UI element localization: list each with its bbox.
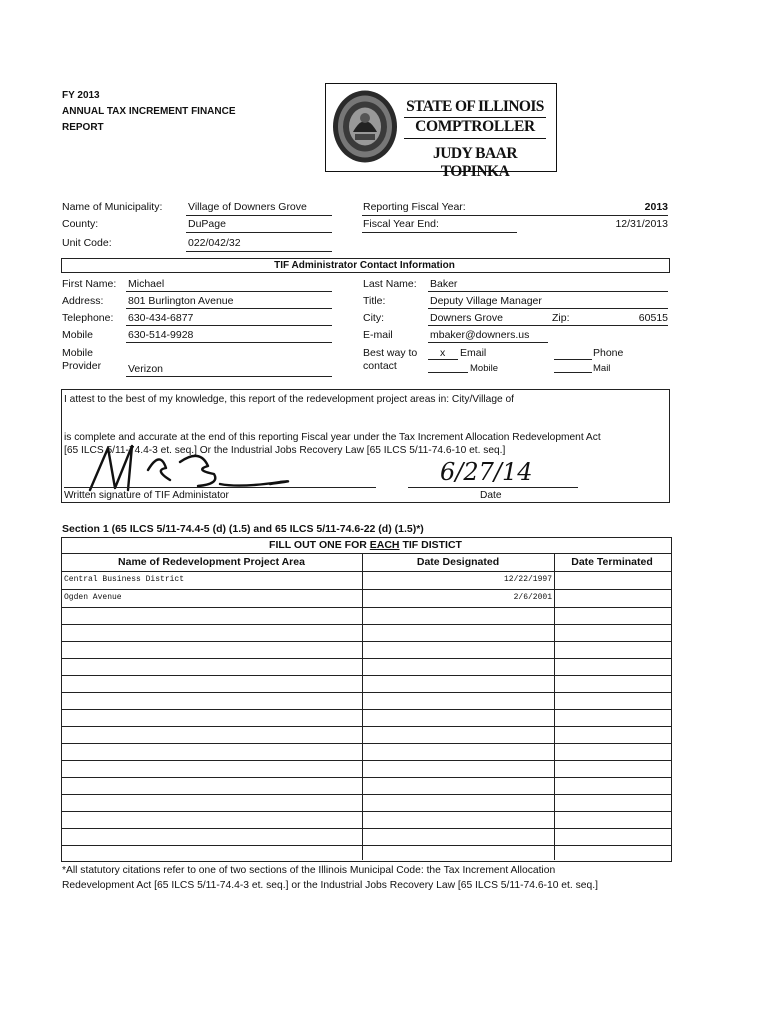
underline xyxy=(186,251,332,252)
option-blank xyxy=(428,372,468,373)
mobile-option-label: Mobile xyxy=(470,363,498,374)
municipality-label: Name of Municipality: xyxy=(62,201,163,213)
underline xyxy=(186,232,332,233)
table-row xyxy=(61,845,671,846)
unit-code-value: 022/042/32 xyxy=(188,237,241,249)
underline xyxy=(428,325,668,326)
underline xyxy=(126,342,332,343)
contact-section-title: TIF Administrator Contact Information xyxy=(274,260,455,271)
municipality-value: Village of Downers Grove xyxy=(188,201,307,213)
district-date-designated: 12/22/1997 xyxy=(503,575,552,584)
banner-text: FILL OUT ONE FOR xyxy=(269,539,370,551)
agency-office: COMPTROLLER xyxy=(415,118,535,135)
table-row xyxy=(61,811,671,812)
column-header-terminated: Date Terminated xyxy=(571,556,653,568)
table-rule xyxy=(61,571,671,572)
district-name: Ogden Avenue xyxy=(64,593,122,602)
district-name: Central Business District xyxy=(64,575,185,584)
zip-value: 60515 xyxy=(638,312,668,324)
title-value: Deputy Village Manager xyxy=(430,295,542,307)
table-row xyxy=(61,692,671,693)
table-row xyxy=(61,777,671,778)
option-blank xyxy=(554,372,592,373)
report-title-2: REPORT xyxy=(62,122,104,133)
last-name-label: Last Name: xyxy=(363,278,417,290)
best-way-label: Best way to xyxy=(363,347,418,359)
email-label: E-mail xyxy=(363,329,393,341)
underline xyxy=(186,215,332,216)
banner-text-2: TIF DISTICT xyxy=(399,539,462,551)
divider xyxy=(404,138,546,139)
underline xyxy=(126,376,332,377)
unit-code-label: Unit Code: xyxy=(62,237,112,249)
column-header-designated: Date Designated xyxy=(416,556,500,568)
attestation-text-3: [65 ILCS 5/11-74.4-3 et. seq.] Or the Industrial Jobs Recovery Law [65 ILCS 5/11-74.6-10 et. seq.] xyxy=(64,445,506,456)
date-label: Date xyxy=(480,490,502,501)
table-row xyxy=(61,794,671,795)
tif-district-table xyxy=(61,537,672,862)
option-blank xyxy=(554,359,592,360)
underline xyxy=(362,215,668,216)
fiscal-year-label: Reporting Fiscal Year: xyxy=(363,201,466,213)
agency-official: JUDY BAAR TOPINKA xyxy=(432,145,518,180)
table-row xyxy=(61,675,671,676)
report-header xyxy=(62,88,236,136)
fiscal-year-end-label: Fiscal Year End: xyxy=(363,218,439,230)
table-row xyxy=(61,828,671,829)
fiscal-year-end-value: 12/31/2013 xyxy=(615,218,668,230)
last-name-value: Baker xyxy=(430,278,458,290)
banner-emphasis: EACH xyxy=(369,539,400,551)
email-option-label: Email xyxy=(460,347,487,359)
city-value: Downers Grove xyxy=(430,312,503,324)
table-row xyxy=(61,641,671,642)
address-label: Address: xyxy=(62,295,104,307)
table-row xyxy=(61,658,671,659)
title-label: Title: xyxy=(363,295,386,307)
report-year: FY 2013 xyxy=(62,90,100,101)
mobile-value: 630-514-9928 xyxy=(128,329,194,341)
footnote-line-1: *All statutory citations refer to one of two sections of the Illinois Municipal Code: the Tax Increment Allocation xyxy=(62,865,556,876)
underline xyxy=(126,291,332,292)
mobile-provider-label: Mobile xyxy=(62,347,93,359)
table-row xyxy=(61,743,671,744)
phone-option-label: Phone xyxy=(593,347,624,359)
underline xyxy=(126,308,332,309)
fiscal-year-value: 2013 xyxy=(644,201,668,213)
district-date-designated: 2/6/2001 xyxy=(513,593,552,602)
email-option-mark: x xyxy=(440,347,446,359)
table-banner xyxy=(61,539,670,552)
table-row xyxy=(61,726,671,727)
mail-option-label: Mail xyxy=(593,363,611,374)
underline xyxy=(428,291,668,292)
table-row xyxy=(61,760,671,761)
date-line xyxy=(408,487,578,488)
report-title: ANNUAL TAX INCREMENT FINANCE xyxy=(62,106,236,117)
table-row xyxy=(61,709,671,710)
section-1-title: Section 1 (65 ILCS 5/11-74.4-5 (d) (1.5) and 65 ILCS 5/11-74.6-22 (d) (1.5)*) xyxy=(62,523,424,535)
mobile-label: Mobile xyxy=(62,329,93,341)
city-label: City: xyxy=(363,312,384,324)
attestation-text-1: I attest to the best of my knowledge, this report of the redevelopment project areas in: City/Village of xyxy=(64,394,515,405)
signature-line xyxy=(64,487,376,488)
zip-label: Zip: xyxy=(552,312,570,324)
table-row xyxy=(61,624,671,625)
mobile-provider-label-2: Provider xyxy=(62,360,102,372)
column-header-name: Name of Redevelopment Project Area xyxy=(118,556,305,568)
attestation-date-value: 6/27/14 xyxy=(440,458,533,486)
illinois-state-seal-icon xyxy=(331,88,399,165)
underline xyxy=(428,342,548,343)
underline xyxy=(362,232,517,233)
first-name-label: First Name: xyxy=(62,278,117,290)
mobile-provider-value: Verizon xyxy=(128,363,164,375)
email-value: mbaker@downers.us xyxy=(430,329,530,341)
underline xyxy=(428,308,668,309)
county-label: County: xyxy=(62,218,99,230)
column-divider xyxy=(554,553,555,860)
footnote-line-2: Redevelopment Act [65 ILCS 5/11-74.4-3 et. seq.] or the Industrial Jobs Recovery Law [65 ILCS 5/11-74.6-10 et. seq.] xyxy=(62,880,598,891)
table-rule xyxy=(61,553,671,554)
agency-state: STATE OF ILLINOIS xyxy=(406,98,544,115)
telephone-label: Telephone: xyxy=(62,312,114,324)
table-rule xyxy=(61,589,671,590)
signature-label: Written signature of TIF Administator xyxy=(64,490,229,501)
county-value: DuPage xyxy=(188,218,226,230)
underline xyxy=(126,325,332,326)
address-value: 801 Burlington Avenue xyxy=(128,295,234,307)
best-way-label-2: contact xyxy=(363,360,397,372)
first-name-value: Michael xyxy=(128,278,165,290)
telephone-value: 630-434-6877 xyxy=(128,312,194,324)
attestation-text-2: is complete and accurate at the end of this reporting Fiscal year under the Tax Increment Allocation Redevelopment Act xyxy=(64,432,601,443)
table-row xyxy=(61,607,671,608)
